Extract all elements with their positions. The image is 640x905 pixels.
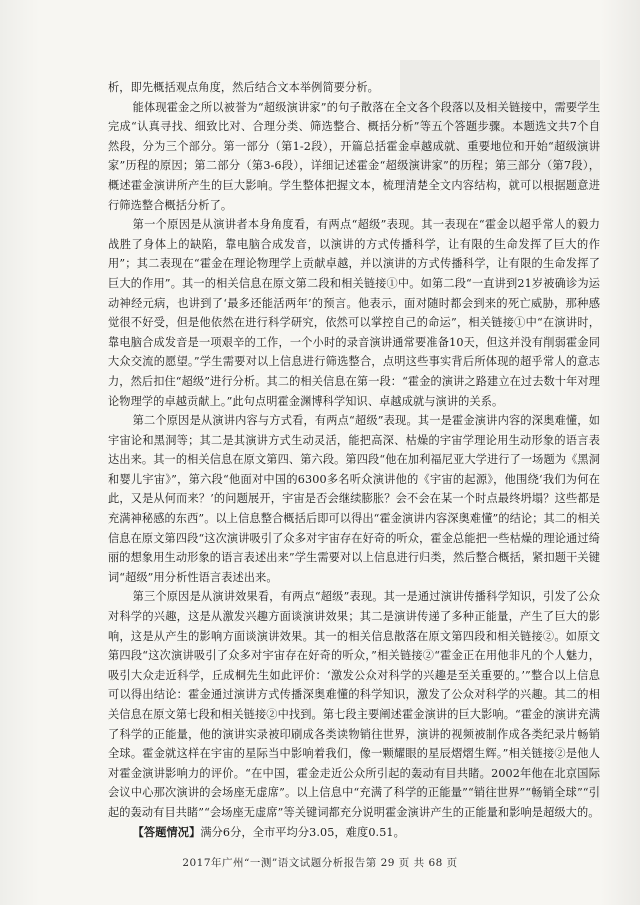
paragraph-third-reason: 第三个原因是从演讲效果看，有两点“超级”表现。其一是通过演讲传播科学知识，引发了公众对科学的兴趣，这是从激发兴趣方面谈演讲效果；其二是演讲传递了多种正能量，产生了巨大的影响，这是从产生的影响方面谈演讲效果。其一的相关信息散落在原文第四段和相关链接②。如原文第四段“这次演讲吸引了众多对宇宙存在好奇的听众，”相关链接②“霍金正在用他非凡的个人魅力，吸引大众走近科学，丘成桐先生如此评价：‘激发公众对科学的兴趣是至关重要的。’”整合以上信息可以得出结论：霍金通过演讲方式传播深奥难懂的科学知识，激发了公众对科学的兴趣。其二的相关信息在原文第七段和相关链接②中找到。第七段主要阐述霍金演讲的巨大影响。“霍金的演讲充满了科学的正能量，他的演讲实录被印刷成各类读物销往世界，演讲的视频被制作成各类纪录片畅销全球。霍金就这样在宇宙的星际当中影响着我们，像一颗耀眼的星辰熠熠生辉。”相关链接②是他人对霍金演讲影响力的评价。“在中国，霍金走近公众所引起的轰动有目共睹。2002年他在北京国际会议中心那次演讲的会场座无虚席”。以上信息中“充满了科学的正能量”“销往世界”“畅销全球”“引起的轰动有目共睹”“会场座无虚席”等关键词都充分说明霍金演讲产生的正能量和影响是超级大的。 xyxy=(108,590,600,819)
paragraph-structure: 能体现霍金之所以被誉为“超级演讲家”的句子散落在全文各个段落以及相关链接中，需要学生完成“认真寻找、细致比对、合理分类、筛选整合、概括分析”等五个答题步骤。本题选文共7个自然段，分为三个部分。第一部分（第1-2段），开篇总括霍金卓越成就、重要地位和开始“超级演讲家”历程的原因；第二部分（第3-6段），详细记述霍金“超级演讲家”的历程；第三部分（第7段），概述霍金演讲所产生的巨大影响。学生整体把握文本，梳理清楚全文内容结构，就可以根据题意进行筛选整合概括分析了。 xyxy=(108,100,600,212)
answer-situation-label: 【答题情况】 xyxy=(132,824,201,839)
paragraph-first-reason: 第一个原因是从演讲者本身角度看，有两点“超级”表现。其一表现在“霍金以超乎常人的毅力战胜了身体上的缺陷，靠电脑合成发音，以演讲的方式传播科学，让有限的生命发挥了巨大的作用”；其二表现在“霍金在理论物理学上贡献卓越，并以演讲的方式传播科学，让有限的生命发挥了巨大的作用”。其一的相关信息在原文第二段和相关链接①中。如第二段“一直讲到21岁被确诊为运动神经元病，也讲到了‘最多还能活两年’的预言。他表示，面对随时都会到来的死亡威胁，那种感觉很不好受，但是他依然在进行科学研究，依然可以掌控自己的命运”，相关链接①中“在演讲时，靠电脑合成发音是一项艰辛的工作，一个小时的录音演讲通常要准备10天，但这并没有削弱霍金同大众交流的愿望。”学生需要对以上信息进行筛选整合，点明这些事实背后所体现的超乎常人的意志力，然后扣住“超级”进行分析。其二的相关信息在第一段：“霍金的演讲之路建立在过去数十年对理论物理学的卓越贡献上。”此句点明霍金渊博科学知识、卓越成就与演讲的关系。 xyxy=(108,218,600,408)
paragraph-second-reason: 第二个原因是从演讲内容与方式看，有两点“超级”表现。其一是霍金演讲内容的深奥难懂，如宇宙论和黑洞等；其二是其演讲方式生动灵活，能把高深、枯燥的宇宙学理论用生动形象的语言表达出来。其一的相关信息在原文第四、第六段。第四段“他在加利福尼亚大学进行了一场题为《黑洞和婴儿宇宙》”，第六段“他面对中国的6300多名听众演讲他的《宇宙的起源》，他围绕‘我们为何在此，又是从何而来？’的问题展开，宇宙是否会继续膨胀？会不会在某一个时点最终坍塌？这些都是充满神秘感的东西”。以上信息整合概括后即可以得出“霍金演讲内容深奥难懂”的结论；其二的相关信息在原文第四段“这次演讲吸引了众多对宇宙存在好奇的听众，霍金总能把一些枯燥的理论通过绮丽的想象用生动形象的语言表述出来”学生需要对以上信息进行归类，然后整合概括，紧扣题干关键词“超级”用分析性语言表述出来。 xyxy=(108,414,600,584)
answer-situation-text: 满分6分，全市平均分3.05，难度0.51。 xyxy=(200,825,405,839)
document-body xyxy=(108,78,600,842)
answer-situation xyxy=(108,823,600,843)
page-footer: 2017年广州“一测”语文试题分析报告第 29 页 共 68 页 xyxy=(182,857,458,869)
lead-line: 析，即先概括观点角度，然后结合文本举例简要分析。 xyxy=(108,81,379,94)
